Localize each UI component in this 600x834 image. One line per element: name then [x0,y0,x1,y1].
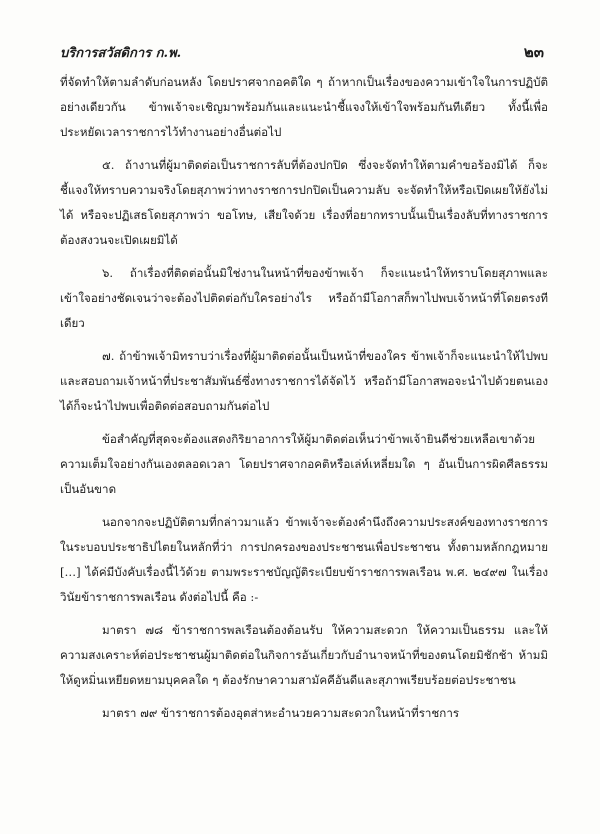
page-number: ๒๓ [523,43,544,61]
paragraph-section-78: มาตรา ๗๘ ข้าราชการพลเรือนต้องต้อนรับ ให้ความสะดวก ให้ความเป็นธรรม และให้ความสงเคราะห์ต่อประชาชนผู้มาติดต่อในกิจการอันเกี่ยวกับอำนาจหน้าที่ของตนโดยมิชักช้า ห้ามมิให้ดูหมิ่นเหยียดหยามบุคคลใด ๆ ต้องรักษาความสามัคคีอันดีและสุภาพเรียบร้อยต่อประชาชน [60,623,548,687]
paragraph-section-79: มาตรา ๗๙ ข้าราชการต้องอุตส่าหะอำนวยความสะดวกในหน้าที่ราชการ [102,706,460,720]
page-header [60,40,548,64]
paragraph-item-6: ๖. ถ้าเรื่องที่ติดต่อนั้นมิใช่งานในหน้าที่ของข้าพเจ้า ก็จะแนะนำให้ทราบโดยสุภาพและเข้าใจอย่างชัดเจนว่าจะต้องไปติดต่อกับใครอย่างไร หรือถ้ามีโอกาสก็พาไปพบเจ้าหน้าที่โดยตรงทีเดียว [60,266,548,330]
paragraph-item-7: ๗. ถ้าข้าพเจ้ามิทราบว่าเรื่องที่ผู้มาติดต่อนั้นเป็นหน้าที่ของใคร ข้าพเจ้าก็จะแนะนำให้ไปพบและสอบถามเจ้าหน้าที่ประชาสัมพันธ์ซึ่งทางราชการได้จัดไว้ หรือถ้ามีโอกาสพอจะนำไปด้วยตนเองได้ก็จะนำไปพบเพื่อติดต่อสอบถามกันต่อไป [60,349,548,413]
paragraph-item-5: ๕. ถ้างานที่ผู้มาติดต่อเป็นราชการลับที่ต้องปกปิด ซึ่งจะจัดทำให้ตามคำขอร้องมิได้ ก็จะชี้แจงให้ทราบความจริงโดยสุภาพว่าทางราชการปกปิดเป็นความลับ จะจัดทำให้หรือเปิดเผยให้ยังไม่ได้ หรือจะปฏิเสธโดยสุภาพว่า ขอโทษ, เสียใจด้วย เรื่องที่อยากทราบนั้นเป็นเรื่องลับที่ทางราชการต้องสงวนจะเปิดเผยมิได้ [60,158,548,247]
paragraph-continuation: ที่จัดทำให้ตามลำดับก่อนหลัง โดยปราศจากอคติใด ๆ ถ้าหากเป็นเรื่องของความเข้าใจในการปฏิบัติอย่างเดียวกัน ข้าพเจ้าจะเชิญมาพร้อมกันและแนะนำชี้แจงให้เข้าใจพร้อมกันทีเดียว ทั้งนี้เพื่อประหยัดเวลาราชการไว้ทำงานอย่างอื่นต่อไป [60,75,548,139]
running-title: บริการสวัสดิการ ก.พ. [60,46,182,61]
paragraph-key-point: ข้อสำคัญที่สุดจะต้องแสดงกิริยาอาการให้ผู้มาติดต่อเห็นว่าข้าพเจ้ายินดีช่วยเหลือเขาด้วยความเต็มใจอย่างกันเองตลอดเวลา โดยปราศจากอคติหรือเล่ห์เหลี่ยมใด ๆ อันเป็นการผิดศีลธรรมเป็นอันขาด [60,432,548,496]
paragraph-legal-basis: นอกจากจะปฏิบัติตามที่กล่าวมาแล้ว ข้าพเจ้าจะต้องคำนึงถึงความประสงค์ของทางราชการในระบอบประชาธิปไตยในหลักที่ว่า การปกครองของประชาชนเพื่อประชาชน ทั้งตามหลักกฎหมาย […] ได้ค่มีบังคับเรื่องนี้ไว้ด้วย ตามพระราชบัญญัติระเบียบข้าราชการพลเรือน พ.ศ. ๒๔๙๗ ในเรื่องวินัยข้าราชการพลเรือน ดังต่อไปนี้ คือ :- [60,515,548,604]
